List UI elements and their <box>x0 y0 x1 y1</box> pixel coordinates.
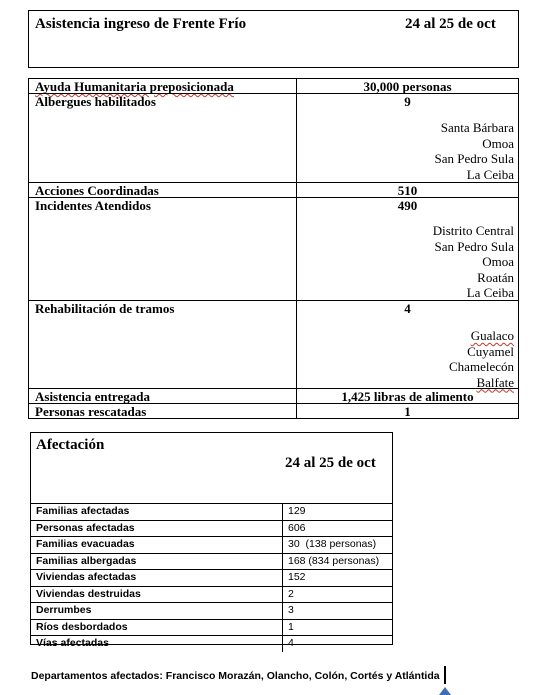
row-label: Incidentes Atendidos <box>35 198 151 213</box>
row-label: Familias afectadas <box>36 505 130 517</box>
table-row <box>31 569 392 586</box>
list-item: La Ceiba <box>466 285 514 300</box>
list-item: Omoa <box>482 254 514 269</box>
row-label: Albergues habilitados <box>35 94 156 109</box>
assistance-table-date: 24 al 25 de oct <box>405 16 496 32</box>
list-item: Omoa <box>482 135 514 151</box>
row-label: Rehabilitación de tramos <box>35 301 175 316</box>
row-value: 3 <box>288 604 294 616</box>
impact-table-header <box>31 433 392 503</box>
row-value: 4 <box>288 637 294 649</box>
affected-departments-text: Departamentos afectados: Francisco Morazán, Olancho, Colón, Cortés y Atlántida <box>31 670 440 682</box>
impact-table <box>30 432 393 649</box>
list-item: Chamelecón <box>449 359 514 374</box>
row-label: Vías afectadas <box>36 637 109 649</box>
row-label: Familias albergadas <box>36 554 137 567</box>
impact-table-date: 24 al 25 de oct <box>285 455 376 471</box>
list-item: Distrito Central <box>432 223 514 238</box>
row-value: 2 <box>288 587 294 600</box>
anchor-marker-icon[interactable] <box>439 687 451 695</box>
row-value: 1 <box>288 620 294 633</box>
assistance-table-header <box>28 10 519 68</box>
row-value: 152 <box>288 571 306 583</box>
location-list <box>449 328 514 390</box>
location-list <box>435 120 514 182</box>
table-row <box>29 79 518 94</box>
text-cursor <box>444 666 446 684</box>
list-item: Santa Bárbara <box>440 120 514 135</box>
table-row <box>31 503 392 520</box>
row-label: Ríos desbordados <box>36 620 128 633</box>
table-row <box>31 520 392 537</box>
assistance-table <box>28 10 519 419</box>
list-item: San Pedro Sula <box>434 151 514 166</box>
row-label: Acciones Coordinadas <box>35 183 159 198</box>
assistance-table-body <box>28 78 519 419</box>
row-label: Asistencia entregada <box>35 389 150 404</box>
table-row <box>29 183 518 198</box>
list-item: Gualaco <box>470 328 514 343</box>
table-row <box>31 536 392 553</box>
row-value: 490 <box>397 198 418 213</box>
row-label: Viviendas destruidas <box>36 587 141 600</box>
table-row <box>29 94 518 183</box>
list-item: Cuyamel <box>467 343 514 359</box>
table-row <box>31 602 392 619</box>
table-row <box>31 619 392 636</box>
row-value: 30,000 personas <box>363 79 452 94</box>
row-value: 1,425 libras de alimento <box>341 389 474 404</box>
table-row <box>29 198 518 301</box>
row-value: 168 (834 personas) <box>288 554 380 567</box>
row-value: 1 <box>404 404 411 419</box>
row-label: Viviendas afectadas <box>36 571 137 583</box>
row-label: Familias evacuadas <box>36 538 135 550</box>
row-value: 9 <box>404 94 411 109</box>
impact-table-rows <box>31 503 392 652</box>
location-list <box>433 223 514 301</box>
impact-table-title: Afectación <box>36 437 105 453</box>
table-row <box>29 404 518 419</box>
table-row <box>29 301 518 389</box>
row-value: 606 <box>288 521 306 534</box>
row-label: Ayuda Humanitaria preposicionada <box>35 79 234 94</box>
row-value: 30 (138 personas) <box>288 538 377 550</box>
list-item: La Ceiba <box>466 166 514 182</box>
row-value: 4 <box>404 301 411 316</box>
table-row <box>31 553 392 570</box>
list-item: Roatán <box>477 269 514 285</box>
list-item: Balfate <box>476 374 514 390</box>
row-label: Personas rescatadas <box>35 404 147 419</box>
table-row <box>29 389 518 404</box>
table-row <box>31 635 392 652</box>
row-value: 510 <box>397 183 418 198</box>
list-item: San Pedro Sula <box>434 238 514 254</box>
row-label: Personas afectadas <box>36 521 135 534</box>
row-value: 129 <box>288 505 306 517</box>
row-label: Derrumbes <box>36 604 92 616</box>
assistance-table-title: Asistencia ingreso de Frente Frío <box>35 16 247 32</box>
table-row <box>31 586 392 603</box>
